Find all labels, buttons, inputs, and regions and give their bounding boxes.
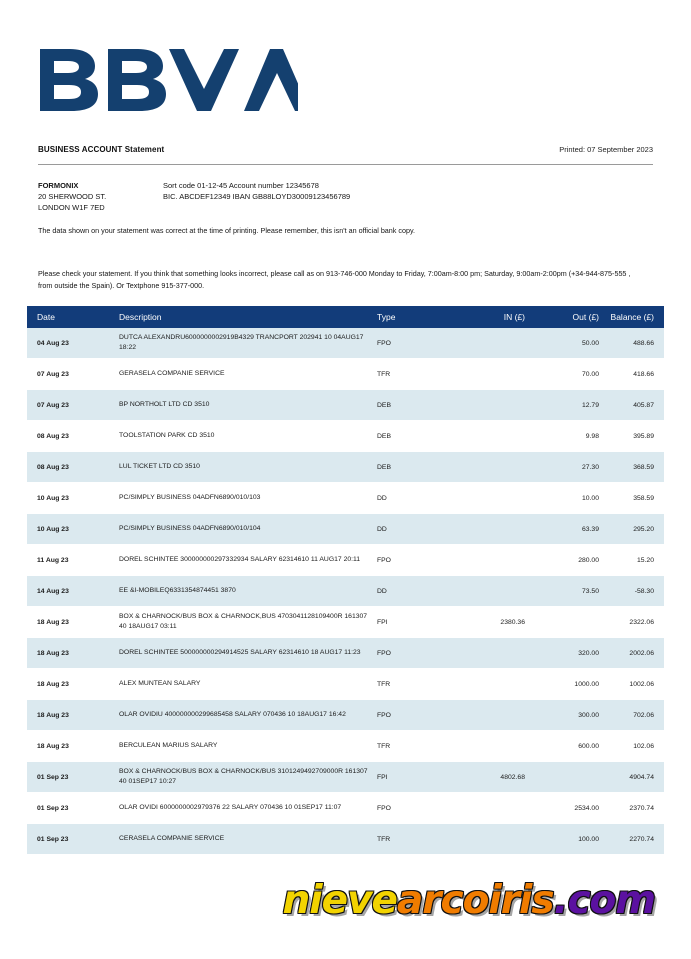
cell-type: TFR <box>377 835 391 843</box>
cell-description: DOREL SCHINTEE 300000000297332934 SALARY 62314610 11 AUG17 20:11 <box>119 556 361 563</box>
cell-date: 11 Aug 23 <box>37 556 69 564</box>
cell-type: FPO <box>377 339 391 347</box>
bic-and-iban: BIC. ABCDEF12349 IBAN GB88LOYD30009123456789 <box>163 192 351 202</box>
table-row <box>27 669 664 700</box>
cell-out: 600.00 <box>578 742 599 750</box>
cell-type: FPO <box>377 649 391 657</box>
cell-balance: 4904.74 <box>629 773 654 781</box>
column-header-balance: Balance (£) <box>610 312 654 322</box>
cell-out: 2534.00 <box>574 804 599 812</box>
table-row <box>27 421 664 452</box>
cell-date: 08 Aug 23 <box>37 463 69 471</box>
cell-balance: 395.89 <box>633 432 654 440</box>
cell-out: 12.79 <box>581 401 599 409</box>
column-header-out: Out (£) <box>572 312 599 322</box>
cell-description: TOOLSTATION PARK CD 3510 <box>119 432 215 439</box>
statement-title: BUSINESS ACCOUNT Statement <box>38 145 165 154</box>
cell-type: FPO <box>377 556 391 564</box>
cell-out: 100.00 <box>578 835 599 843</box>
cell-date: 18 Aug 23 <box>37 742 69 750</box>
column-header-description: Description <box>119 312 162 322</box>
printed-date: Printed: 07 September 2023 <box>559 145 653 154</box>
cell-balance: 295.20 <box>633 525 654 533</box>
cell-description: BOX & CHARNOCK/BUS BOX & CHARNOCK/BUS 3101249492709000R 161307 40 01SEP17 10:27 <box>119 768 368 785</box>
cell-out: 10.00 <box>581 494 599 502</box>
watermark-part-2: arcoiris <box>396 878 554 923</box>
cell-date: 07 Aug 23 <box>37 370 69 378</box>
cell-in: 4802.68 <box>500 773 525 781</box>
printing-notice: The data shown on your statement was correct at the time of printing. Please remember, this isn't an official bank copy. <box>38 226 416 235</box>
cell-balance: 2270.74 <box>629 835 654 843</box>
cell-description: DUTCA ALEXANDRU6000000002919B4329 TRANCPORT 202941 10 04AUG17 18:22 <box>119 334 364 351</box>
table-row <box>27 359 664 390</box>
cell-date: 18 Aug 23 <box>37 618 69 626</box>
cell-out: 280.00 <box>578 556 599 564</box>
cell-type: FPI <box>377 618 388 626</box>
address-line-2: LONDON W1F 7ED <box>38 203 105 213</box>
cell-description: EE &I-MOBILEQ6331354874451 3870 <box>119 587 236 594</box>
cell-description: BP NORTHOLT LTD CD 3510 <box>119 401 210 408</box>
table-row <box>27 638 664 669</box>
cell-out: 73.50 <box>581 587 599 595</box>
cell-out: 9.98 <box>585 432 599 440</box>
cell-type: DEB <box>377 432 391 440</box>
cell-balance: 102.06 <box>633 742 654 750</box>
table-header-row <box>27 306 664 328</box>
watermark-part-1: nieve <box>282 878 397 923</box>
table-row <box>27 452 664 483</box>
cell-date: 07 Aug 23 <box>37 401 69 409</box>
cell-type: FPO <box>377 711 391 719</box>
cell-type: FPO <box>377 804 391 812</box>
cell-balance: 2322.06 <box>629 618 654 626</box>
cell-description: GERASELA COMPANIE SERVICE <box>119 370 225 377</box>
cell-date: 01 Sep 23 <box>37 835 69 843</box>
cell-description: PC/SIMPLY BUSINESS 04ADFN6890/010/104 <box>119 525 261 532</box>
cell-date: 08 Aug 23 <box>37 432 69 440</box>
table-row <box>27 390 664 421</box>
cell-balance: 1002.06 <box>629 680 654 688</box>
cell-out: 27.30 <box>581 463 599 471</box>
cell-balance: 418.66 <box>633 370 654 378</box>
account-details <box>163 180 350 203</box>
cell-out: 70.00 <box>581 370 599 378</box>
cell-type: DEB <box>377 401 391 409</box>
cell-type: TFR <box>377 370 391 378</box>
cell-balance: 15.20 <box>636 556 654 564</box>
cell-balance: 2370.74 <box>629 804 654 812</box>
table-row <box>27 700 664 731</box>
cell-out: 63.39 <box>581 525 599 533</box>
table-row <box>27 762 664 793</box>
table-row <box>27 793 664 824</box>
account-holder-name: FORMONIX <box>38 181 79 190</box>
cell-description: ALEX MUNTEAN SALARY <box>119 680 201 687</box>
cell-description: DOREL SCHINTEE 500000000294914525 SALARY 62314610 18 AUG17 11:23 <box>119 649 361 656</box>
cell-date: 10 Aug 23 <box>37 525 69 533</box>
cell-out: 320.00 <box>578 649 599 657</box>
table-row <box>27 731 664 762</box>
cell-date: 18 Aug 23 <box>37 649 69 657</box>
cell-type: TFR <box>377 742 391 750</box>
cell-in: 2380.36 <box>500 618 525 626</box>
address-line-1: 20 SHERWOOD ST. <box>38 192 107 202</box>
bbva-logo <box>38 47 298 113</box>
cell-out: 50.00 <box>581 339 599 347</box>
table-row <box>27 576 664 607</box>
cell-description: OLAR OVIDI 6000000002979376 22 SALARY 070436 10 01SEP17 11:07 <box>119 804 342 811</box>
table-row <box>27 545 664 576</box>
table-body <box>27 328 664 855</box>
cell-date: 18 Aug 23 <box>37 711 69 719</box>
watermark-part-3: .com <box>553 878 655 923</box>
cell-description: LUL TICKET LTD CD 3510 <box>119 463 200 470</box>
cell-date: 18 Aug 23 <box>37 680 69 688</box>
cell-type: DD <box>377 494 387 502</box>
cell-balance: -58.30 <box>634 587 654 595</box>
table-row <box>27 328 664 359</box>
cell-date: 10 Aug 23 <box>37 494 69 502</box>
cell-type: FPI <box>377 773 388 781</box>
table-row <box>27 824 664 855</box>
cell-balance: 405.87 <box>633 401 654 409</box>
cell-date: 01 Sep 23 <box>37 804 69 812</box>
cell-description: BOX & CHARNOCK/BUS BOX & CHARNOCK,BUS 4703041128109400R 161307 40 18AUG17 03:11 <box>119 613 368 630</box>
site-watermark <box>0 878 691 924</box>
cell-description: BERCULEAN MARIUS SALARY <box>119 742 218 749</box>
table-row <box>27 514 664 545</box>
header-divider <box>38 164 653 165</box>
column-header-type: Type <box>377 312 396 322</box>
cell-type: DD <box>377 587 387 595</box>
cell-date: 14 Aug 23 <box>37 587 69 595</box>
column-header-in: IN (£) <box>503 312 525 322</box>
cell-description: OLAR OVIDIU 400000000299685458 SALARY 070436 10 18AUG17 16:42 <box>119 711 346 718</box>
cell-balance: 702.06 <box>633 711 654 719</box>
cell-type: DEB <box>377 463 391 471</box>
cell-balance: 358.59 <box>633 494 654 502</box>
sort-code-and-account-number: Sort code 01-12-45 Account number 12345678 <box>163 181 319 190</box>
statement-title-row <box>38 145 653 154</box>
contact-notice: Please check your statement. If you think that something looks incorrect, please call as on 913-746-000 Monday to Friday, 7:00am-8:00 pm; Saturday, 9:00am-2:00pm (+34-944-875-555 , from outside the Spain). Or Textphone 915-377-000. <box>38 269 631 291</box>
column-header-date: Date <box>37 312 55 322</box>
cell-balance: 2002.06 <box>629 649 654 657</box>
cell-date: 01 Sep 23 <box>37 773 69 781</box>
transactions-table <box>27 306 664 855</box>
cell-date: 04 Aug 23 <box>37 339 69 347</box>
cell-description: PC/SIMPLY BUSINESS 04ADFN6890/010/103 <box>119 494 261 501</box>
cell-type: TFR <box>377 680 391 688</box>
account-holder-address <box>38 180 106 214</box>
cell-type: DD <box>377 525 387 533</box>
table-row <box>27 483 664 514</box>
table-row <box>27 607 664 638</box>
cell-balance: 368.59 <box>633 463 654 471</box>
cell-out: 300.00 <box>578 711 599 719</box>
cell-balance: 488.66 <box>633 339 654 347</box>
cell-description: CERASELA COMPANIE SERVICE <box>119 835 225 842</box>
cell-out: 1000.00 <box>574 680 599 688</box>
